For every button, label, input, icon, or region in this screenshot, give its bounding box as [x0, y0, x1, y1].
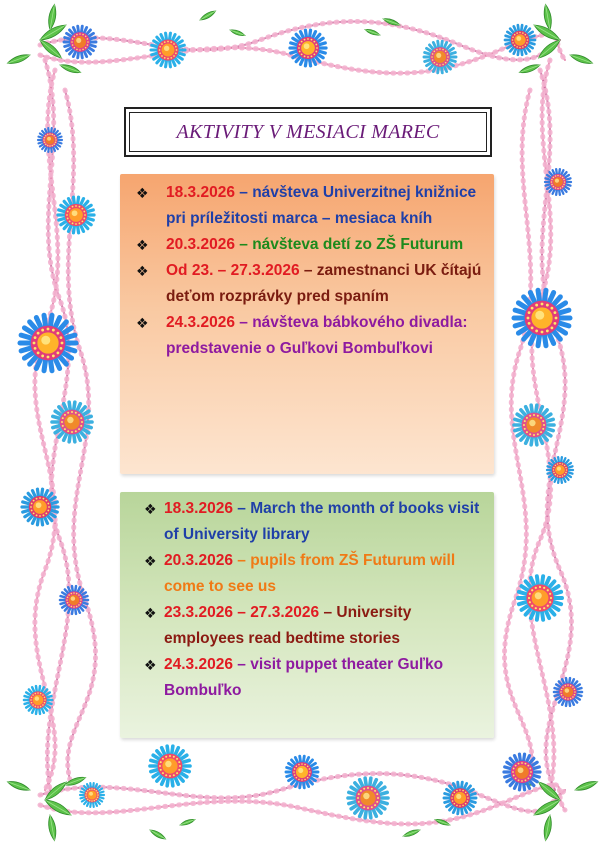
leaf-icon [532, 797, 562, 818]
title-box [124, 107, 492, 157]
flower-icon [58, 197, 94, 233]
activity-date: 20.3.2026 [166, 236, 235, 253]
activity-date: 20.3.2026 [164, 552, 233, 569]
flower-icon [504, 754, 540, 790]
list-item [136, 258, 484, 310]
activity-date: 24.3.2026 [166, 314, 235, 331]
activity-text: – visit puppet theater Guľko Bombuľko [164, 656, 444, 699]
activity-text: – University employees read bedtime stories [164, 604, 412, 647]
english-activities-list [142, 496, 484, 704]
list-item [142, 496, 484, 548]
list-item [136, 310, 484, 362]
leaf-icon [229, 28, 245, 37]
activity-text: – pupils from ZŠ Futurum will come to see us [164, 552, 456, 595]
flower-icon [150, 746, 190, 786]
flower-icon [60, 586, 88, 614]
flower-icon [545, 169, 571, 195]
leaf-icon [47, 814, 58, 841]
list-item [142, 548, 484, 600]
leaf-icon [569, 52, 594, 66]
leaf-icon [402, 828, 420, 838]
leaf-icon [59, 62, 82, 75]
flower-icon [554, 678, 582, 706]
activity-text: – March the month of books visit of University library [164, 500, 480, 543]
flower-icon [547, 457, 573, 483]
leaf-icon [518, 62, 541, 75]
flower-icon [151, 33, 185, 67]
page-title: AKTIVITY V MESIACI MAREC [176, 121, 440, 143]
flower-icon [52, 402, 92, 442]
list-item [136, 232, 484, 258]
flower-icon [348, 778, 388, 818]
flower-icon [514, 405, 554, 445]
english-activities-panel [120, 492, 494, 738]
slovak-activities-list [136, 180, 484, 362]
flower-icon [518, 576, 562, 620]
flower-icon [22, 489, 58, 525]
activity-text: – návšteva Univerzitnej knižnice pri príležitosti marca – mesiaca kníh [166, 184, 477, 227]
diamond-bullet-icon: ❖ [144, 501, 157, 517]
list-item [142, 600, 484, 652]
activity-date: 23.3.2026 – 27.3.2026 [164, 604, 320, 621]
flower-icon [64, 26, 96, 58]
activity-date: 18.3.2026 [164, 500, 233, 517]
diamond-bullet-icon: ❖ [136, 315, 149, 331]
diamond-bullet-icon: ❖ [144, 605, 157, 621]
list-item [136, 180, 484, 232]
list-item [142, 652, 484, 704]
diamond-bullet-icon: ❖ [144, 657, 157, 673]
activity-text: – zamestnanci UK čítajú deťom rozprávky pred spaním [166, 262, 482, 305]
diamond-bullet-icon: ❖ [136, 263, 149, 279]
diamond-bullet-icon: ❖ [136, 237, 149, 253]
activity-date: 18.3.2026 [166, 184, 235, 201]
activity-text: – návšteva detí zo ZŠ Futurum [234, 236, 464, 253]
activity-date: Od 23. – 27.3.2026 [166, 262, 300, 279]
diamond-bullet-icon: ❖ [136, 185, 149, 201]
activity-date: 24.3.2026 [164, 656, 233, 673]
flower-icon [505, 25, 535, 55]
leaf-icon [364, 28, 380, 37]
diamond-bullet-icon: ❖ [144, 553, 157, 569]
leaf-icon [542, 814, 553, 841]
leaf-icon [179, 818, 195, 827]
leaf-icon [149, 828, 167, 841]
leaf-icon [574, 779, 599, 793]
leaf-icon [6, 52, 31, 66]
slovak-activities-panel [120, 174, 494, 474]
leaf-icon [199, 9, 217, 22]
flower-icon [24, 686, 52, 714]
activity-text: – návšteva bábkového divadla: predstavenie o Guľkovi Bombuľkovi [166, 314, 468, 357]
leaf-icon [6, 779, 31, 793]
